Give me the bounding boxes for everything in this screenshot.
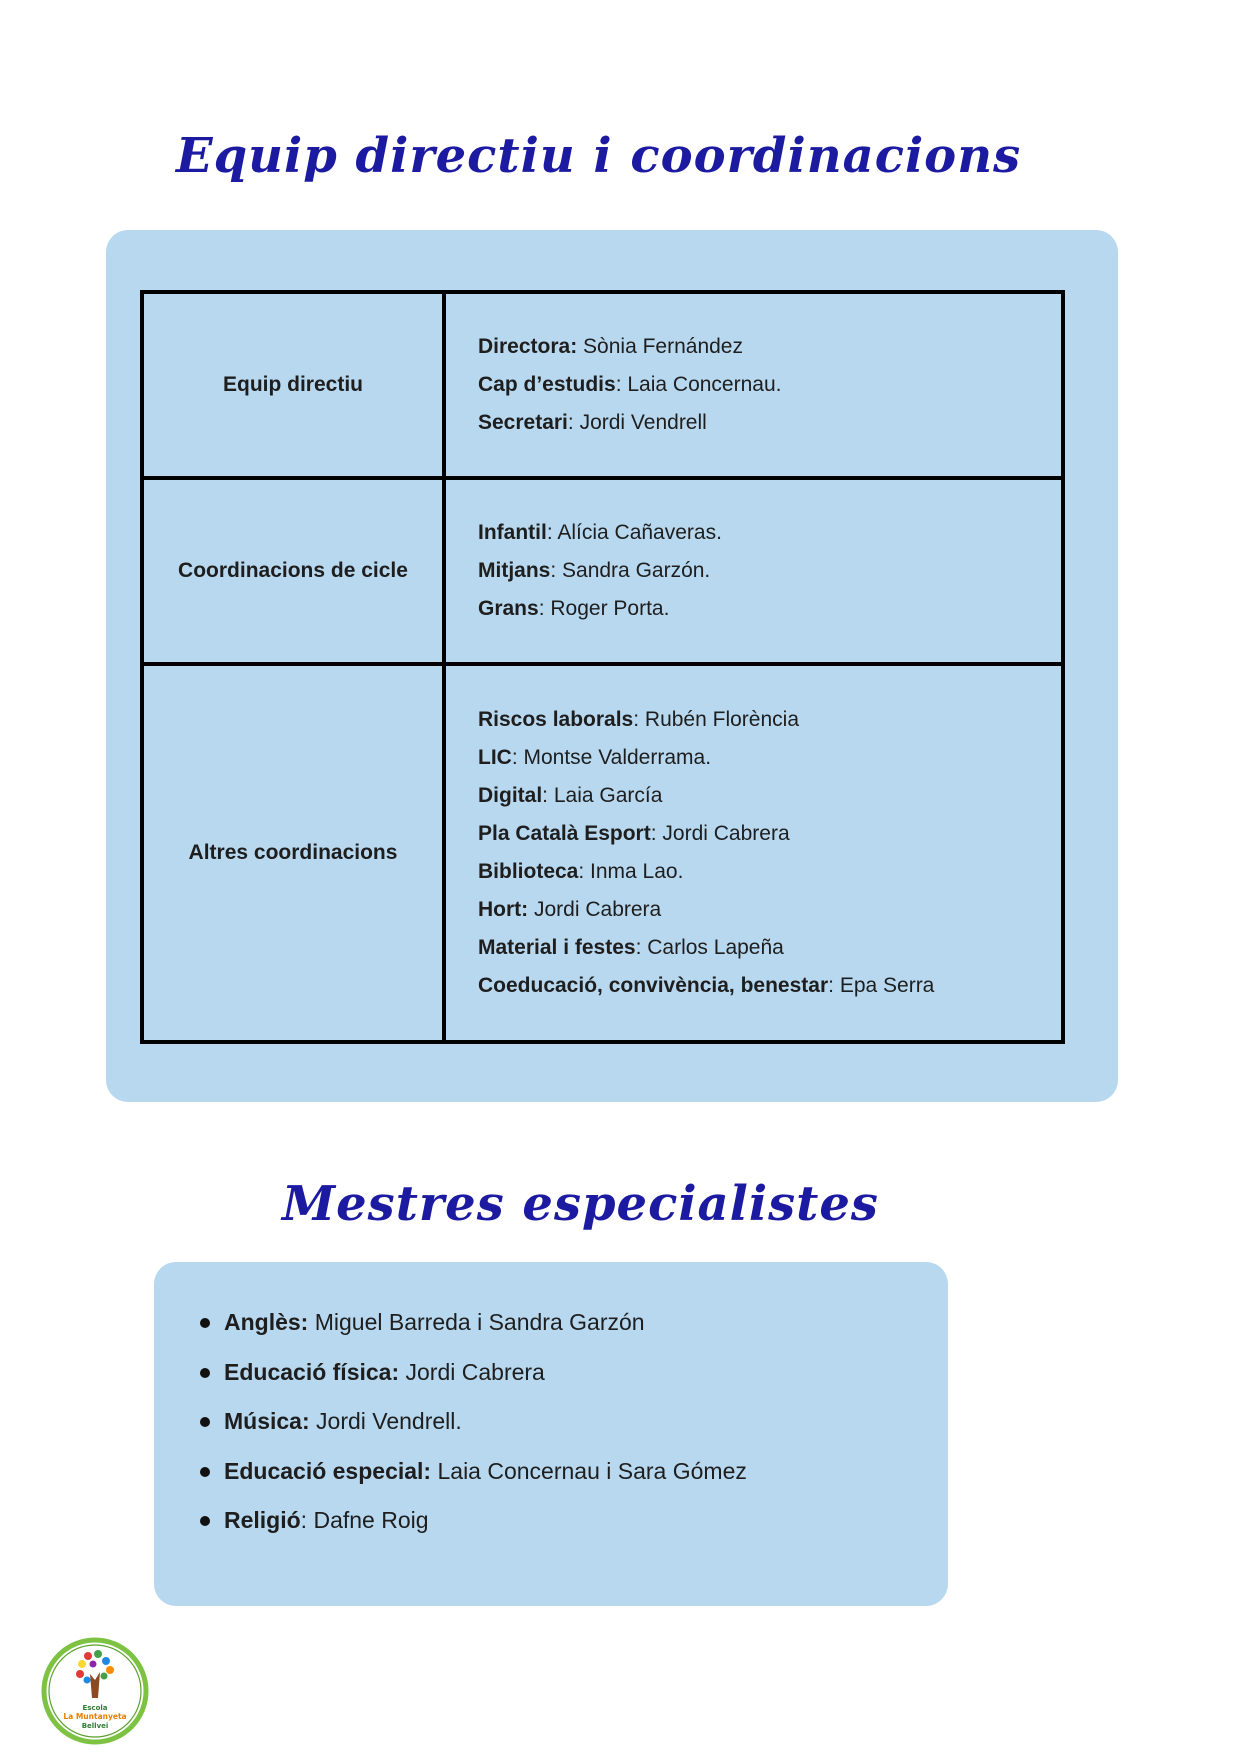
role-list bbox=[444, 292, 1063, 478]
role-list bbox=[444, 664, 1063, 1042]
role-title: Material i festes bbox=[478, 936, 636, 959]
role-title: Hort: bbox=[478, 898, 529, 921]
role-separator: : bbox=[828, 974, 840, 997]
role-entry bbox=[478, 967, 1061, 1005]
role-person: Alícia Cañaveras. bbox=[557, 521, 722, 544]
role-separator: : bbox=[615, 373, 628, 396]
role-title: Secretari bbox=[478, 411, 568, 434]
role-title: Infantil bbox=[478, 521, 547, 544]
specialist-subject: Religió bbox=[224, 1507, 301, 1533]
role-entry bbox=[478, 739, 1061, 777]
role-separator: : bbox=[633, 708, 645, 731]
role-entry bbox=[478, 552, 1061, 590]
role-person: Jordi Cabrera bbox=[534, 898, 662, 921]
role-separator: : bbox=[635, 936, 648, 959]
page-title-management: Equip directiu i coordinacions bbox=[176, 128, 1022, 184]
role-person: Jordi Cabrera bbox=[662, 822, 790, 845]
specialist-subject: Anglès: bbox=[224, 1309, 309, 1335]
role-title: Mitjans bbox=[478, 559, 551, 582]
role-person: Inma Lao. bbox=[590, 860, 684, 883]
role-entry bbox=[478, 701, 1061, 739]
list-item bbox=[200, 1298, 747, 1348]
role-person: Sandra Garzón. bbox=[562, 559, 711, 582]
role-entry bbox=[478, 777, 1061, 815]
specialists-list bbox=[200, 1298, 747, 1546]
role-separator: : bbox=[578, 860, 591, 883]
table-row bbox=[142, 478, 1063, 664]
role-person: Laia Concernau. bbox=[627, 373, 782, 396]
logo-line3: Bellvei bbox=[81, 1722, 109, 1730]
school-logo bbox=[40, 1636, 150, 1746]
role-entry bbox=[478, 328, 1061, 366]
role-title: Biblioteca bbox=[478, 860, 579, 883]
role-title: Cap d’estudis bbox=[478, 373, 616, 396]
role-separator: : bbox=[538, 597, 551, 620]
logo-line2: La Muntanyeta bbox=[63, 1712, 127, 1721]
role-list bbox=[444, 478, 1063, 664]
role-entry bbox=[478, 815, 1061, 853]
role-person: Epa Serra bbox=[839, 974, 935, 997]
specialist-names: Laia Concernau i Sara Gómez bbox=[437, 1457, 747, 1484]
row-label: Coordinacions de cicle bbox=[142, 478, 444, 664]
role-person: Sònia Fernández bbox=[583, 335, 743, 358]
specialist-names: Miguel Barreda i Sandra Garzón bbox=[314, 1309, 645, 1335]
role-separator: : bbox=[567, 411, 580, 434]
role-person: Laia García bbox=[553, 784, 663, 807]
role-separator: : bbox=[546, 521, 558, 544]
role-person: Carlos Lapeña bbox=[647, 936, 784, 959]
page-title-specialists: Mestres especialistes bbox=[282, 1176, 879, 1232]
table-row bbox=[142, 292, 1063, 478]
list-item bbox=[200, 1348, 747, 1398]
role-title: Grans bbox=[478, 597, 539, 620]
list-item bbox=[200, 1447, 747, 1497]
specialist-names: Dafne Roig bbox=[313, 1507, 429, 1533]
role-title: Directora: bbox=[478, 335, 578, 358]
role-entry bbox=[478, 590, 1061, 628]
role-title: Digital bbox=[478, 784, 543, 807]
role-person: Roger Porta. bbox=[550, 597, 670, 620]
role-entry bbox=[478, 853, 1061, 891]
role-title: Pla Català Esport bbox=[478, 822, 651, 845]
role-entry bbox=[478, 514, 1061, 552]
role-separator: : bbox=[542, 784, 554, 807]
roles-table bbox=[140, 290, 1065, 1044]
specialist-subject: Educació especial: bbox=[224, 1457, 432, 1484]
logo-line1: Escola bbox=[82, 1704, 108, 1712]
role-title: LIC bbox=[478, 746, 512, 769]
role-separator: : bbox=[550, 559, 563, 582]
row-label: Altres coordinacions bbox=[142, 664, 444, 1042]
role-entry bbox=[478, 929, 1061, 967]
list-item bbox=[200, 1397, 747, 1447]
role-person: Rubén Florència bbox=[644, 708, 799, 731]
role-person: Montse Valderrama. bbox=[523, 746, 712, 769]
list-item bbox=[200, 1496, 747, 1546]
row-label: Equip directiu bbox=[142, 292, 444, 478]
table-row bbox=[142, 664, 1063, 1042]
role-entry bbox=[478, 891, 1061, 929]
role-title: Coeducació, convivència, benestar bbox=[478, 974, 829, 997]
role-separator: : bbox=[511, 746, 524, 769]
role-entry bbox=[478, 366, 1061, 404]
specialist-subject: Educació física: bbox=[224, 1358, 400, 1385]
specialist-names: Jordi Vendrell. bbox=[316, 1408, 462, 1434]
specialist-subject: Música: bbox=[224, 1408, 310, 1434]
role-entry bbox=[478, 404, 1061, 442]
role-separator: : bbox=[650, 822, 663, 845]
role-person: Jordi Vendrell bbox=[579, 411, 707, 434]
specialist-separator: : bbox=[300, 1507, 314, 1533]
specialist-names: Jordi Cabrera bbox=[405, 1358, 545, 1385]
role-title: Riscos laborals bbox=[478, 708, 634, 731]
